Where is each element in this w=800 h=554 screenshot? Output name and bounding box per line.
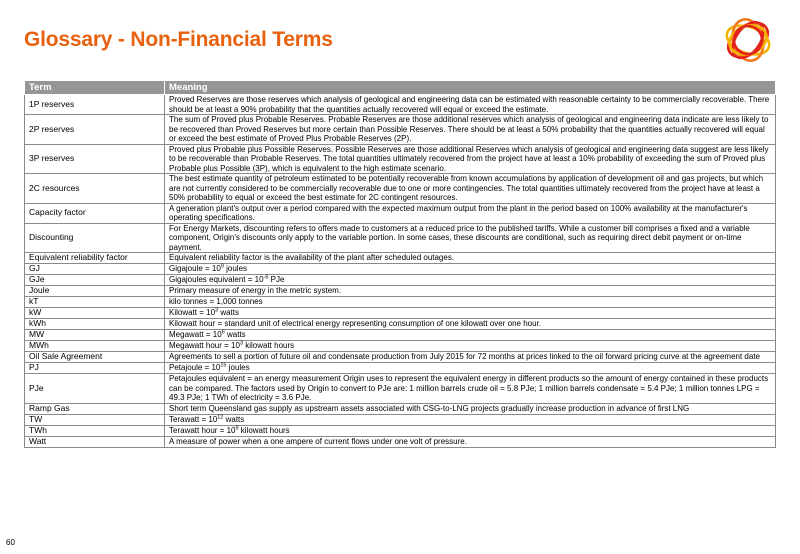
meaning-cell — [165, 425, 776, 436]
term-cell: TWh — [25, 425, 165, 436]
term-cell: Capacity factor — [25, 203, 165, 223]
term-cell: TW — [25, 414, 165, 425]
meaning-cell: Kilowatt hour = standard unit of electrical energy representing consumption of one kilowatt over one hour. — [165, 319, 776, 330]
meaning-cell: For Energy Markets, discounting refers to offers made to customers at a reduced price to the published tariffs. While a customer bill comprises a fixed and a variable component, Origin's discounts only apply to the variable portion. In some cases, these discounts are conditional, such as requiring direct debit payment or on-time payment. — [165, 223, 776, 253]
term-cell: Watt — [25, 436, 165, 447]
table-row — [25, 425, 776, 436]
term-cell: 3P reserves — [25, 144, 165, 174]
meaning-cell: A generation plant's output over a period compared with the expected maximum output from the plant in the period based on 100% availability at the manufacturer's operating specifications. — [165, 203, 776, 223]
meaning-text-suffix: joules — [223, 264, 248, 274]
term-cell: GJe — [25, 275, 165, 286]
meaning-cell: Agreements to sell a portion of future oil and condensate production from July 2015 for 72 months at prices linked to the oil forward pricing curve at the agreement date — [165, 352, 776, 363]
term-cell: Oil Sale Agreement — [25, 352, 165, 363]
meaning-exponent: -6 — [263, 274, 269, 281]
term-cell: 2P reserves — [25, 115, 165, 145]
term-cell: Discounting — [25, 223, 165, 253]
meaning-exponent: 9 — [235, 425, 239, 432]
table-row — [25, 403, 776, 414]
term-cell: Equivalent reliability factor — [25, 253, 165, 264]
meaning-cell — [165, 275, 776, 286]
page-title: Glossary - Non-Financial Terms — [24, 28, 333, 51]
term-cell: kT — [25, 297, 165, 308]
meaning-cell — [165, 414, 776, 425]
meaning-cell: The best estimate quantity of petroleum estimated to be potentially recoverable from known accumulations by application of development oil and gas projects, but which are not currently considered to be commercially recoverable due to one or more contingencies. The total quantities ultimately recovered from the project have at least a 50% probability to equal or exceed the best estimate for 2C contingent resources. — [165, 174, 776, 204]
table-row — [25, 363, 776, 374]
table-row — [25, 174, 776, 204]
meaning-text-suffix: kilowatt hours — [238, 425, 290, 435]
table-row — [25, 264, 776, 275]
term-cell: GJ — [25, 264, 165, 275]
term-cell: MW — [25, 330, 165, 341]
table-row — [25, 95, 776, 115]
term-cell: PJ — [25, 363, 165, 374]
table-row — [25, 374, 776, 404]
meaning-exponent: 3 — [239, 340, 243, 347]
meaning-text: Megawatt = 10 — [169, 330, 222, 340]
meaning-cell: Primary measure of energy in the metric system. — [165, 286, 776, 297]
meaning-cell: Proved Reserves are those reserves which analysis of geological and engineering data can be estimated with reasonable certainty to be commercially recoverable. There should be at least a 90% probability that the quantities actually recovered will equal or exceed the estimate. — [165, 95, 776, 115]
meaning-text: Terawatt hour = 10 — [169, 425, 236, 435]
origin-logo — [722, 14, 774, 66]
meaning-text: Gigajoule = 10 — [169, 264, 221, 274]
term-cell: MWh — [25, 341, 165, 352]
meaning-text-suffix: watts — [224, 330, 246, 340]
meaning-text-suffix: kilowatt hours — [243, 341, 295, 351]
meaning-cell: kilo tonnes = 1,000 tonnes — [165, 297, 776, 308]
term-cell: 1P reserves — [25, 95, 165, 115]
meaning-cell: A measure of power when a one ampere of current flows under one volt of pressure. — [165, 436, 776, 447]
meaning-exponent: 6 — [221, 329, 225, 336]
table-row — [25, 319, 776, 330]
page-number: 60 — [6, 538, 15, 547]
meaning-cell — [165, 264, 776, 275]
header-meaning: Meaning — [165, 81, 776, 95]
meaning-cell — [165, 330, 776, 341]
meaning-cell: Equivalent reliability factor is the availability of the plant after scheduled outages. — [165, 253, 776, 264]
table-row — [25, 330, 776, 341]
table-row — [25, 341, 776, 352]
meaning-exponent: 9 — [220, 263, 224, 270]
term-cell: 2C resources — [25, 174, 165, 204]
meaning-text: Terawatt = 10 — [169, 414, 218, 424]
meaning-exponent: 12 — [217, 414, 224, 421]
term-cell: Joule — [25, 286, 165, 297]
term-cell: Ramp Gas — [25, 403, 165, 414]
meaning-text: Gigajoules equivalent = 10 — [169, 275, 264, 285]
meaning-exponent: 15 — [220, 362, 227, 369]
table-row — [25, 436, 776, 447]
header-term: Term — [25, 81, 165, 95]
term-cell: kWh — [25, 319, 165, 330]
table-row — [25, 308, 776, 319]
term-cell: PJe — [25, 374, 165, 404]
meaning-text-suffix: PJe — [268, 275, 285, 285]
table-row — [25, 297, 776, 308]
meaning-text: Kilowatt = 10 — [169, 308, 216, 318]
table-row — [25, 352, 776, 363]
table-row — [25, 275, 776, 286]
meaning-cell: Short term Queensland gas supply as upstream assets associated with CSG-to-LNG projects gradually increase production in advance of first LNG — [165, 403, 776, 414]
meaning-text: Megawatt hour = 10 — [169, 341, 240, 351]
meaning-text-suffix: watts — [218, 308, 239, 318]
table-row — [25, 203, 776, 223]
table-row — [25, 144, 776, 174]
term-cell: kW — [25, 308, 165, 319]
table-row — [25, 115, 776, 145]
glossary-table — [24, 80, 776, 448]
meaning-exponent: 3 — [215, 307, 219, 314]
table-header-row — [25, 81, 776, 95]
meaning-text-suffix: watts — [223, 414, 245, 424]
meaning-cell: Proved plus Probable plus Possible Reserves. Possible Reserves are those additional Reserves which analysis of geological and engineering data suggest are less likely to be recoverable than Probable Reserves. The total quantities ultimately recovered from the project have at least a 10% probability of exceeding the sum of Proved plus Probable plus Possible (3P), which is equivalent to the high estimate scenario. — [165, 144, 776, 174]
table-row — [25, 286, 776, 297]
meaning-text: Petajoule = 10 — [169, 363, 221, 373]
table-row — [25, 253, 776, 264]
table-row — [25, 223, 776, 253]
glossary-body — [25, 95, 776, 448]
meaning-cell: Petajoules equivalent = an energy measurement Origin uses to represent the equivalent energy in different products so the amount of energy contained in these products can be compared. The factors used by Origin to convert to PJe are: 1 million barrels crude oil = 5.8 PJe; 1 million barrels condensate = 5.4 PJe; 1 million tonnes LPG = 49.3 PJe; 1 TWh of electricity = 3.6 PJe. — [165, 374, 776, 404]
meaning-text-suffix: joules — [226, 363, 250, 373]
meaning-cell: The sum of Proved plus Probable Reserves. Probable Reserves are those additional reserves which analysis of geological and engineering data indicate are less likely to be recovered than Proved Reserves but more certain than Possible Reserves. There should be at least a 50% probability that the quantities actually recovered will equal or exceed the best estimate of Proved Plus Probable Reserves (2P). — [165, 115, 776, 145]
meaning-cell — [165, 363, 776, 374]
meaning-cell — [165, 341, 776, 352]
meaning-cell — [165, 308, 776, 319]
table-row — [25, 414, 776, 425]
